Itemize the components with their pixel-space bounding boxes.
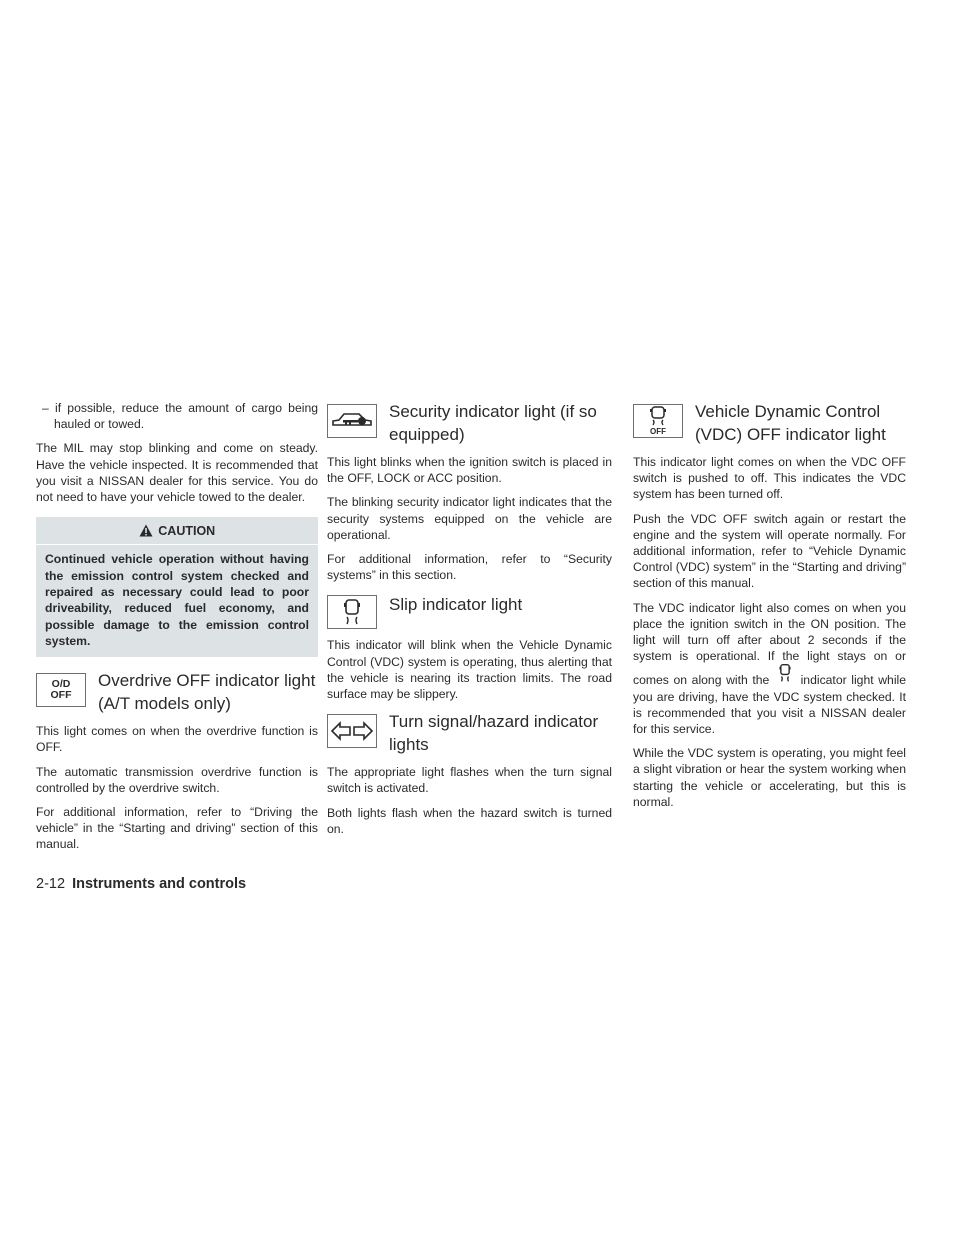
paragraph-part: indicator light while you are driving, have the VDC system checked. It is recommended that you visit a NISSAN dealer for this service.: [633, 673, 907, 737]
paragraph: While the VDC system is operating, you might feel a slight vibration or hear the system working when starting the vehicle or accelerating, but this is normal.: [633, 746, 906, 809]
heading-line: (A/T models only): [98, 694, 231, 714]
warning-triangle-icon: [139, 524, 153, 537]
overdrive-off-heading: [36, 669, 318, 715]
page-number: 2-12: [36, 876, 66, 892]
paragraph: This light comes on when the overdrive function is OFF.: [36, 724, 318, 755]
paragraph: This light blinks when the ignition switch is placed in the OFF, LOCK or ACC position.: [327, 455, 612, 486]
heading-line: equipped): [389, 425, 465, 444]
od-icon-text: O/D: [51, 678, 71, 691]
section-title: Instruments and controls: [72, 876, 247, 892]
column-middle: [327, 400, 612, 845]
slip-icon: [774, 664, 796, 686]
page-footer: [36, 876, 246, 892]
caution-text: Continued vehicle operation without having the emission control system checked and repaired as necessary could lead to poor driveability, reduced fuel economy, and possible damage to the emission control system.: [45, 552, 309, 648]
paragraph: For additional information, refer to “Security systems” in this section.: [327, 552, 612, 583]
heading-line: (VDC) OFF indicator light: [695, 425, 886, 444]
list-item: – if possible, reduce the amount of cargo being hauled or towed.: [42, 401, 318, 432]
caution-box: [36, 517, 318, 657]
vdc-off-heading: [633, 400, 906, 446]
slip-car-icon: [327, 595, 377, 629]
turn-signal-heading: [327, 710, 612, 756]
column-right: [633, 400, 906, 818]
car-key-icon: [327, 404, 377, 438]
paragraph: The appropriate light flashes when the turn signal switch is activated.: [327, 765, 612, 796]
paragraph: This indicator light comes on when the VDC OFF switch is pushed to off. This indicates the VDC system has been turned off.: [633, 455, 906, 502]
turn-signal-arrows-icon: [327, 714, 377, 748]
heading-line: Overdrive OFF indicator light: [98, 671, 316, 691]
paragraph: For additional information, refer to “Driving the vehicle” in the “Starting and driving” section of this manual.: [36, 805, 318, 852]
paragraph: The blinking security indicator light indicates that the security systems equipped on the vehicle are operational.: [327, 495, 612, 542]
paragraph-part: The VDC indicator light also comes on when you place the ignition switch in the ON position. The light will turn off after about 2 seconds if the system is operational. If the light stays on or comes on along with the: [633, 600, 906, 688]
paragraph: [633, 600, 906, 738]
heading-line: Vehicle Dynamic Control: [695, 402, 881, 421]
caution-title: CAUTION: [158, 524, 216, 539]
heading-line: lights: [389, 735, 429, 755]
paragraph: Push the VDC OFF switch again or restart the engine and the system will operate normally. For additional information, refer to “Vehicle Dynamic Control (VDC) system” in the “Starting and driving” section of this manual.: [633, 511, 906, 591]
paragraph: This indicator will blink when the Vehicle Dynamic Control (VDC) system is operating, thus alerting that the vehicle is nearing its traction limits. The road surface may be slippery.: [327, 638, 612, 702]
paragraph: Both lights flash when the hazard switch is turned on.: [327, 805, 612, 836]
off-icon-text: OFF: [50, 689, 72, 702]
heading-line: Security indicator light (if so: [389, 402, 597, 421]
heading-line: Turn signal/hazard indicator: [389, 712, 599, 732]
heading-line: Slip indicator light: [389, 595, 523, 615]
paragraph: The automatic transmission overdrive function is controlled by the overdrive switch.: [36, 764, 318, 795]
vdc-off-icon: [633, 404, 683, 438]
mil-paragraph: The MIL may stop blinking and come on steady. Have the vehicle inspected. It is recommended that you visit a NISSAN dealer for this service. You do not need to have your vehicle towed to the dealer.: [36, 441, 318, 505]
caution-header: [36, 517, 318, 545]
column-left: [36, 400, 318, 861]
slip-indicator-heading: [327, 591, 612, 629]
vdc-off-icon-text: OFF: [650, 427, 666, 436]
security-indicator-heading: [327, 400, 612, 446]
od-off-icon: [36, 673, 86, 707]
